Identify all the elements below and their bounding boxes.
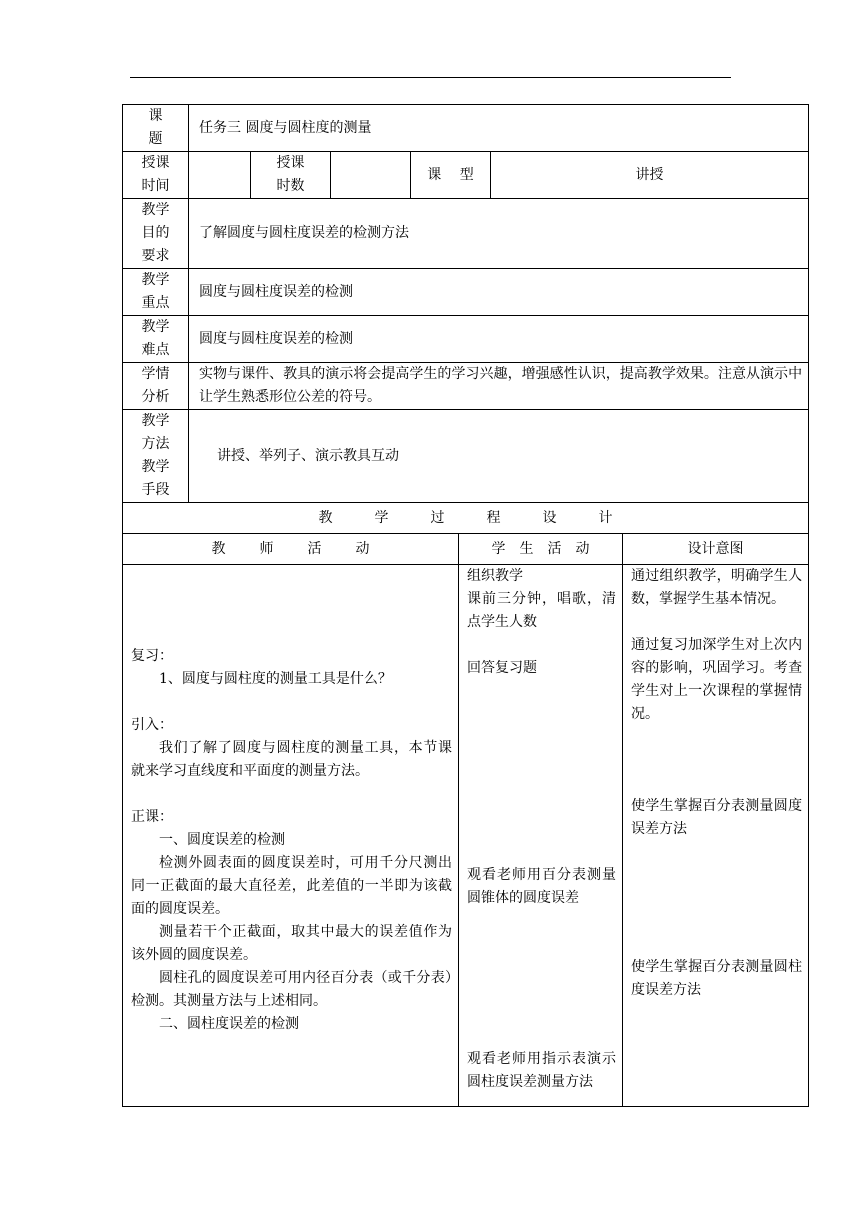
review-question: 1、圆度与圆柱度的测量工具是什么？ <box>159 671 392 687</box>
method-value: 讲授、举列子、演示教具互动 <box>189 410 809 503</box>
type-label: 课 型 <box>411 152 491 199</box>
intent-item-roundness: 使学生掌握百分表测量圆度误差方法 <box>631 798 803 837</box>
row-method <box>123 410 809 503</box>
row-process-title <box>123 503 809 534</box>
row-process-body <box>123 565 809 1107</box>
section2-title: 二、圆柱度误差的检测 <box>159 1016 299 1032</box>
intent-item-review: 通过复习加深学生对上次内容的影响，巩固学习。考查学生对上一次课程的掌握情况。 <box>631 637 803 722</box>
header-rule <box>130 77 731 78</box>
method-label: 教学方法教学手段 <box>123 410 189 503</box>
row-difficulty <box>123 316 809 363</box>
key-value: 圆度与圆柱度误差的检测 <box>189 269 809 316</box>
row-process-headers <box>123 534 809 565</box>
row-topic <box>123 105 809 152</box>
student-activity <box>459 565 623 1107</box>
topic-label: 课题 <box>123 105 189 152</box>
intro-text: 我们了解了圆度与圆柱度的测量工具，本节课就来学习直线度和平面度的测量方法。 <box>131 740 452 779</box>
objective-value: 了解圆度与圆柱度误差的检测方法 <box>189 199 809 269</box>
row-objective <box>123 199 809 269</box>
teacher-activity <box>123 565 459 1107</box>
analysis-label: 学情分析 <box>123 363 189 410</box>
lesson-plan-table <box>122 104 809 1107</box>
section1-para2: 测量若干个正截面，取其中最大的误差值作为该外圆的圆度误差。 <box>131 924 452 963</box>
intent-item-organize: 通过组织教学，明确学生人数，掌握学生基本情况。 <box>631 568 803 607</box>
process-title: 教学过程设计 <box>123 503 809 534</box>
type-value: 讲授 <box>491 152 809 199</box>
review-heading: 复习： <box>131 648 173 664</box>
key-label: 教学重点 <box>123 269 189 316</box>
time-value <box>189 152 251 199</box>
section1-title: 一、圆度误差的检测 <box>159 832 285 848</box>
objective-label: 教学目的要求 <box>123 199 189 269</box>
row-time <box>123 152 809 199</box>
col-student-header: 学生活动 <box>459 534 623 565</box>
student-item-review: 回答复习题 <box>467 660 537 676</box>
intro-heading: 引入： <box>131 717 173 733</box>
row-key <box>123 269 809 316</box>
row-analysis <box>123 363 809 410</box>
difficulty-label: 教学难点 <box>123 316 189 363</box>
student-item-organize: 组织教学 <box>467 568 523 584</box>
main-heading: 正课： <box>131 809 173 825</box>
student-item-watch-cylindricity: 观看老师用指示表演示圆柱度误差测量方法 <box>467 1051 616 1090</box>
design-intent <box>623 565 809 1107</box>
col-teacher-header: 教师活动 <box>123 534 459 565</box>
intent-item-cylindricity: 使学生掌握百分表测量圆柱度误差方法 <box>631 959 803 998</box>
topic-value: 任务三 圆度与圆柱度的测量 <box>189 105 809 152</box>
time-label: 授课时间 <box>123 152 189 199</box>
hours-value <box>331 152 411 199</box>
analysis-value: 实物与课件、教具的演示将会提高学生的学习兴趣，增强感性认识，提高教学效果。注意从演示中让学生熟悉形位公差的符号。 <box>189 363 809 410</box>
section1-para3: 圆柱孔的圆度误差可用内径百分表（或千分表）检测。其测量方法与上述相同。 <box>131 970 452 1009</box>
col-intent-header: 设计意图 <box>623 534 809 565</box>
student-item-watch-roundness: 观看老师用百分表测量圆锥体的圆度误差 <box>467 867 616 906</box>
student-item-warmup: 课前三分钟，唱歌，清点学生人数 <box>467 591 616 630</box>
difficulty-value: 圆度与圆柱度误差的检测 <box>189 316 809 363</box>
section1-para1: 检测外圆表面的圆度误差时，可用千分尺测出同一正截面的最大直径差，此差值的一半即为该截面的圆度误差。 <box>131 855 452 917</box>
hours-label: 授课时数 <box>251 152 331 199</box>
